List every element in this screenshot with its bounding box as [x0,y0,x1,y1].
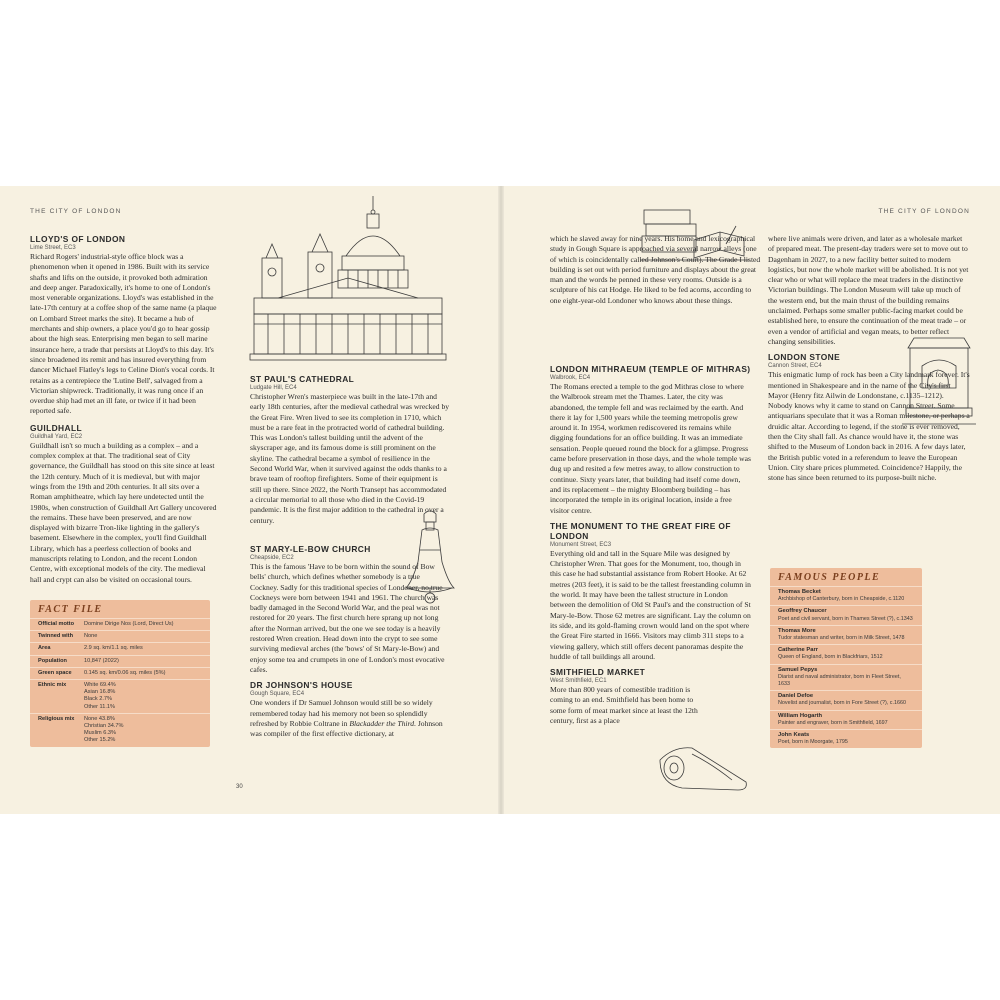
column-1 [30,234,218,585]
smithfield-address: West Smithfield, EC1 [550,678,607,685]
famous-person [770,729,922,748]
johnson-body-part1: One wonders if Dr Samuel Johnson would still be so widely remembered today had his memory not been so splendidly refreshed by Robbie Coltrane in [250,698,433,728]
column-3-johnson-cont [550,234,761,306]
famous-person [770,605,922,624]
famous-person-description: Diarist and naval administrator, born in Fleet Street, 1633 [778,673,901,688]
lloyds-title: LLOYD'S OF LONDON [30,234,126,244]
lloyds-body: Richard Rogers' industrial-style office block was a phenomenon when it opened in 1986. Built with its service shafts and lifts on the outside, it provoked both admiration and deep anger. Paradoxically, it's home to one of London's most venerable organizations. Lloyd's was established in the late-17th century at a coffee shop of the same name (a plaque on Lombard Street marks the site). It became a hub of merchants and ship owners, a place you'd go to hear gossip about the high seas. Enterprising men began to sell marine insurance here, a trade that persists at Lloyd's to this day. It's since broadened its remit and has insured everything from dancer Michael Flatley's legs to Celine Dion's vocal cords. It retains as a centrepiece the 'Lutine Bell', salvaged from a Victorian shipwreck. Traditionally, it was rung once if an overdue ship had met an ill fate, or twice if it had been reported safe. [30,252,217,416]
johnson-body [250,698,448,739]
fact-file-box [30,600,210,747]
fact-file-value: White 69.4% Asian 16.8% Black 2.7% Other 11.1% [84,682,116,710]
famous-person-description: Painter and engraver, born in Smithfield, 1697 [778,719,888,726]
famous-person-description: Novelist and journalist, born in Fore Street (?), c.1660 [778,700,906,707]
fact-file-key: Religious mix [38,715,75,722]
mithraeum-title: LONDON MITHRAEUM (TEMPLE OF MITHRAS) [550,364,751,374]
famous-person [770,710,922,729]
fact-file-row [30,642,210,654]
monument-address: Monument Street, EC3 [550,541,612,548]
guildhall-address: Guildhall Yard, EC2 [30,433,83,440]
johnson-body-part2: . Johnson was compiler of the first effective dictionary, at [250,718,443,739]
st-pauls-title: ST PAUL'S CATHEDRAL [250,374,355,384]
famous-person-description: Queen of England, born in Blackfriars, 1512 [778,654,883,661]
fact-file-row [30,679,210,713]
famous-person-name: Thomas More [778,627,816,634]
running-head-right: THE CITY OF LONDON [878,208,970,215]
famous-person-description: Tudor statesman and writer, born in Milk Street, 1478 [778,635,905,642]
gutter [498,186,504,814]
book-spread [0,186,1000,814]
johnson-body-italic: Blackadder the Third [349,718,415,728]
fact-file-key: Population [38,657,67,664]
stone-address: Cannon Street, EC4 [768,363,822,370]
smithfield-title: SMITHFIELD MARKET [550,667,646,678]
fact-file-row [30,630,210,642]
fact-file-row [30,713,210,747]
column-2-mid [250,544,445,739]
fact-file-row [30,667,210,679]
fact-file-value: None [84,633,98,640]
fact-file-value: 10,847 (2022) [84,657,119,664]
page-number: 30 [236,784,243,790]
fact-file-rows [30,618,210,747]
fact-file-row [30,655,210,667]
running-head-left: THE CITY OF LONDON [30,208,122,215]
st-pauls-body: Christopher Wren's masterpiece was built in the late-17th and early 18th centuries, after the medieval cathedral was wrecked by the Great Fire. Wren lived to see its completion in 1710, which must be a rare feat in the protracted world of cathedral building. This was London's tallest building until the advent of the skyscraper age, and its famous dome is still prominent on the skyline. The cathedral became a symbol of resilience in the Second World War, when it survived against the odds thanks to a brave team of rooftop firefighters. Some of their equipment is still up there. Since 2022, the North Transept has accommodated a circular memorial to all those who died in the Covid-19 pandemic. It is the first major addition to the cathedral in over a century. [250,392,450,525]
famous-people-rows [770,586,922,748]
fact-file-key: Ethnic mix [38,682,67,689]
fact-file-key: Twinned with [38,633,74,640]
smithfield-continued: where live animals were driven, and later as a wholesale market of prepared meat. The present-day traders were set to move out to Dagenham in 2027, to a new facility better suited to modern logistics, but now the whole market will be abolished. It is not yet clear who or what will replace the meat traders in the distinctive Victorian buildings. The London Museum will take up much of the western end, but the main thrust of the building remains unclaimed. Perhaps some smaller public-facing market could be established here, to ensure the continuation of the meat trade – or even a vendor of artificial and vegan meats, to better reflect changing sensibilities. [768,234,969,346]
famous-person-name: John Keats [778,732,810,739]
famous-person-name: Thomas Becket [778,589,821,595]
famous-person-description: Archbishop of Canterbury, born in Cheapside, c.1120 [778,596,905,603]
famous-people-box [770,568,922,748]
famous-person-name: Samuel Pepys [778,666,818,673]
famous-person [770,664,922,691]
stone-title: LONDON STONE [768,352,841,363]
stone-body: This enigmatic lump of rock has been a City landmark forever. It's mentioned in Shakespeare and in the name of the City's first Mayor (Henry fitz Ailwin de Londonstane, c.1135–1212). Nobody knows why it came to stand on Cannon Street. Some antiquarians speculate that it was a Roman milestone, or perhaps a druidic altar. According to legend, if the stone is ever removed, then the City shall fall. As chance would have it, the stone was shifted to the Museum of London back in 2016. A few days later, the British public voted in a referendum to leave the European Union. City share prices plummeted. Coincidence? Happily, the stone has since been returned to its purpose-built niche. [768,370,970,483]
fact-file-row [30,618,210,630]
famous-person [770,644,922,663]
famous-person-name: Daniel Defoe [778,693,814,700]
mithraeum-address: Walbrook, EC4 [550,375,591,381]
famous-person-description: Poet, born in Moorgate, 1795 [778,739,848,746]
london-stone-illustration [900,334,978,430]
smithfield-body: More than 800 years of comestible tradition is coming to an end. Smithfield has been home to some form of meat market since at least the 12th century, first as a place [550,685,698,726]
st-pauls-cathedral-illustration [248,192,448,364]
st-mary-body: This is the famous 'Have to be born within the sound of Bow bells' church, which defines whether somebody is a true Cockney. Sadly for this traditional species of Londoner, no true Cockneys were born between 1941 and 1961. The church was badly damaged in the Second World War, and the peal was not restored for 20 years. The first church here sprang up not long after the Norman arrived, but the one we see today is a heavily restored Wren creation. Head down into the crypt to see some surviving medieval arches (the 'bows' of St Mary-le-Bow) and enjoy some tea and crumpets in one of London's most evocative cafes. [250,562,445,674]
fact-file-value: Domine Dirige Nos (Lord, Direct Us) [84,621,174,627]
column-2-top [250,374,450,526]
famous-person [770,690,922,709]
famous-person [770,586,922,605]
guildhall-body: Guildhall isn't so much a building as a complex – and a complex complex at that. The traditional seat of City governance, the Guildhall has stood on this site since at least the 12th century. Much of it is medieval, but with major wings from the 19th and 20th centuries. It all sits over a Roman amphitheatre, which lay here undetected until the 1980s, when construction of Guildhall Art Gallery uncovered the remains. These have been preserved, and are now displayed with bizarre Tron-like lighting in the gallery's basement. Elsewhere in the complex, you'll find Guildhall Library, which has a peerless collection of books and manuscripts relating to London, and the recent London Centre, with exceptional models of the city. The medieval hall and crypt can also be visited on occasional tours. [30,440,217,584]
meat-illustration [652,740,752,796]
famous-person [770,625,922,644]
fact-file-key: Official motto [38,621,75,627]
fact-file-value: 2.9 sq. km/1.1 sq. miles [84,645,143,652]
fact-file-title: FACT FILE [38,604,103,615]
fact-file-value: None 43.8% Christian 34.7% Muslim 6.3% Other 15.2% [84,715,124,744]
mithraeum-body: The Romans erected a temple to the god Mithras close to where the Walbrook stream met the Thames. Later, the city was abandoned, the temple fell and was reclaimed by the earth. And there it lay for 1,500 years while the teeming metropolis grew around it. In 1954, workmen rediscovered its remains while digging foundations for an office building. It was an immediate sensation. People queued round the block for a glimpse. Progress came before preservation in those days, and the whole temple was dug up and resited a few metres away, to allow construction to continue. Sixty years later, that building had itself come down, and its replacement – the mighty Bloomberg building – has incorporated the temple in its original location, inside a free visitor centre. [550,382,751,515]
lloyds-address: Lime Street, EC3 [30,245,76,251]
johnson-address: Gough Square, EC4 [250,691,305,698]
monument-body: Everything old and tall in the Square Mile was designed by Christopher Wren. That goes for the Monument, too, though in this case he had substantial assistance from Robert Hooke. At 62 metres (203 feet), it is said to be the tallest freestanding column in the world. It may have been the tallest structure in London between the demolition of Old St Paul's and the construction of St Mary-le-Bow. Those 62 metres are significant. Lay the column on its side, and its gold-flaming crown would land on the spot where the Great Fire started in 1666. Visitors may climb 311 steps to a viewing gallery, which still offers decent panoramas despite the huddle of tall buildings all around. [550,548,751,661]
johnson-title: DR JOHNSON'S HOUSE [250,680,353,691]
st-pauls-address: Ludgate Hill, EC4 [250,385,297,391]
fact-file-value: 0.145 sq. km/0.06 sq. miles (5%) [84,669,166,676]
famous-person-description: Poet and civil servant, born in Thames Street (?), c.1343 [778,615,913,622]
column-3 [550,364,752,726]
st-mary-address: Cheapside, EC2 [250,555,294,561]
famous-person-name: William Hogarth [778,712,823,719]
famous-people-title: FAMOUS PEOPLE [778,572,881,583]
famous-person-name: Geoffrey Chaucer [778,608,827,615]
guildhall-title: GUILDHALL [30,422,82,433]
monument-title: THE MONUMENT TO THE GREAT FIRE OF LONDON [550,520,731,541]
st-mary-title: ST MARY-LE-BOW CHURCH [250,544,371,554]
johnson-continued: which he slaved away for nine years. His home and lexicographical study in Gough Square is approached via several narrow alleys (one of which is coincidentally called Johnson's Court). The Grade I listed building is set out with period furniture and displays about the great man and the words he penned in these very rooms. Outside is a sculpture of his cat Hodge. He liked to be fed acorns, according to one eight-year-old Londoner who knows about these things. [550,234,761,305]
fact-file-key: Green space [38,669,72,676]
famous-person-name: Catherine Parr [778,647,818,654]
fact-file-key: Area [38,645,51,652]
